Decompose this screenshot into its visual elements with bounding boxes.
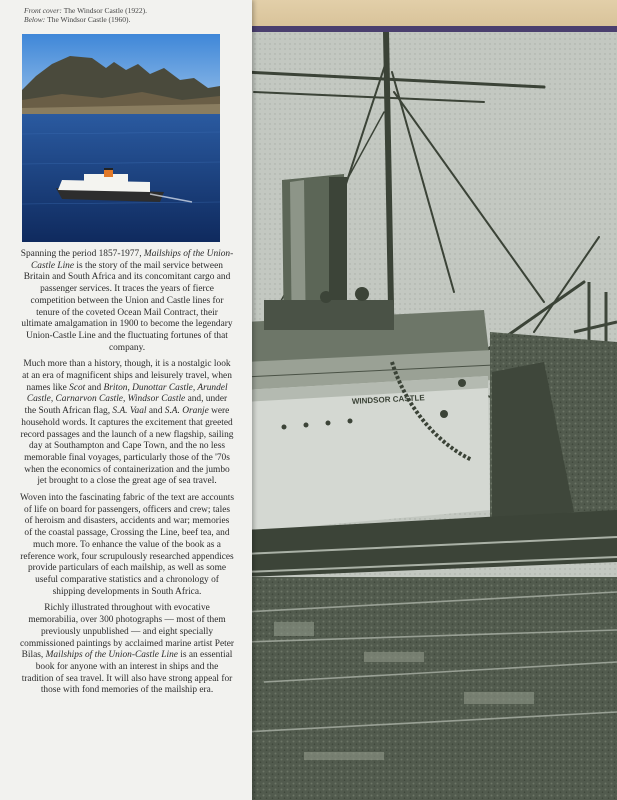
blurb-italic-title: S.A. Oranje xyxy=(164,406,209,417)
photo-caption xyxy=(24,6,234,24)
blurb-text-segment: Much more than a history, though, it is a nostalgic look at an era of magnificent ships and leisurely travel, when names like xyxy=(22,359,232,393)
blurb-text-segment: and xyxy=(146,406,165,417)
windsor-castle-1960-photo xyxy=(22,34,220,242)
blurb-italic-title: S.A. Vaal xyxy=(112,406,147,417)
caption-line-below xyxy=(24,15,234,24)
blurb-italic-title: Mailships of the Union-Castle Line xyxy=(45,650,178,661)
blurb-paragraph xyxy=(20,249,234,354)
blurb-italic-title: Briton, Dunottar Castle, Arundel Castle, Carnarvon Castle, Windsor Castle xyxy=(26,382,228,405)
blurb-text-segment: and xyxy=(85,382,104,393)
blurb-text-segment: is the story of the mail service between Britain and South Africa and its concomitant cargo and passenger services. It traces the years of fierce competition between the Union and Castle lines for tenure of the coveted Ocean Mail Contract, their ultimate amalgamation in 1900 to become the legendary Union-Castle Line and the fluctuating fortunes of that company. xyxy=(21,260,233,353)
blurb-text-segment: were household words. It captures the excitement that greeted record passages and the launch of a new flagship, sailing day at Southampton and Cape Town, and the no less memorable final voyages, particularly those of the '70s when the economics of containerization and the jumbo jet brought to a close the great age of sea travel. xyxy=(20,406,234,487)
blurb-text-segment: Richly illustrated throughout with evocative memorabilia, over 300 photographs — most of them previously unpublished — and eight specially commissioned paintings by acclaimed marine artist Peter Bilas, xyxy=(20,603,235,661)
windsor-castle-1922-photo xyxy=(244,32,617,800)
caption-line-front-cover xyxy=(24,6,234,15)
blurb-paragraph xyxy=(20,359,234,488)
blurb-text-segment: is an essential book for anyone with an interest in ships and the tradition of sea travel. It will also have strong appeal for those with fond memories of the mailship era. xyxy=(21,650,233,696)
blurb-text xyxy=(20,249,234,702)
blurb-text-segment: Spanning the period 1857-1977, xyxy=(20,249,144,259)
dust-jacket-flap xyxy=(0,0,252,800)
blurb-text-segment: and, under the South African flag, xyxy=(24,394,228,417)
ship-photograph-page xyxy=(244,32,617,800)
caption-text-below: The Windsor Castle (1960). xyxy=(47,15,131,24)
blurb-paragraph xyxy=(20,603,234,697)
caption-label-below: Below: xyxy=(24,15,46,24)
hull-lettering: WINDSOR CASTLE xyxy=(351,393,425,406)
blurb-italic-title: Scot xyxy=(69,382,86,393)
blurb-paragraph xyxy=(20,493,234,598)
blurb-text-segment: Woven into the fascinating fabric of the text are accounts of life on board for passengers, officers and crew; tales of heroism and disasters, accidents and war; memories of the coastal passage, Crossing the Line, beef tea, and much more. To enhance the value of the book as a reference work, four scrupulously researched appendices provide particulars of each mailship, as well as some useful comparative statistics and a chronology of shipping developments in South Africa. xyxy=(20,493,235,597)
caption-text-front-cover: The Windsor Castle (1922). xyxy=(63,6,148,15)
blurb-italic-title: Mailships of the Union-Castle Line xyxy=(31,249,234,271)
caption-label-front-cover: Front cover: xyxy=(24,6,62,15)
